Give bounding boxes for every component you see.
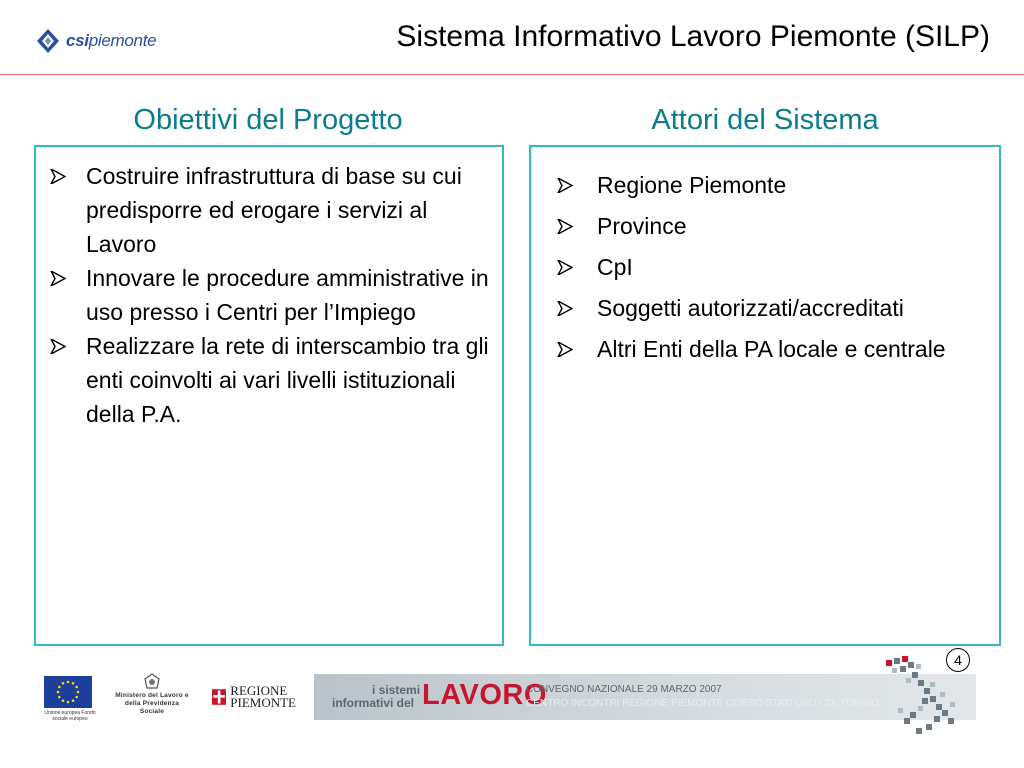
attori-box (529, 145, 1001, 646)
list-item (557, 206, 997, 247)
banner-pre-line2: informativi del (332, 696, 415, 710)
csi-diamond-logo-icon (36, 28, 60, 54)
list-item (50, 159, 500, 261)
list-item (557, 288, 997, 329)
header-divider (0, 74, 1024, 75)
regione-line1: REGIONE (230, 683, 288, 698)
banner-pre-line1: i sistemi (372, 683, 421, 697)
logo-text-rest: piemonte (88, 31, 157, 50)
list-item-text: Innovare le procedure amministrative in uso presso i Centri per l’Impiego (86, 265, 489, 325)
list-item-text: Costruire infrastruttura di base su cui predisporre ed erogare i servizi al Lavoro (86, 163, 462, 257)
arrowhead-bullet-icon (557, 342, 573, 357)
csi-piemonte-logo (36, 26, 176, 56)
banner-venue-line: CENTRO INCONTRI REGIONE PIEMONTE CORSO STATI UNITI 23, TORINO (526, 698, 880, 709)
banner-main-title: LAVORO (422, 679, 547, 711)
banner-pre-text (332, 684, 420, 710)
arrowhead-bullet-icon (50, 271, 66, 286)
list-item-text: Altri Enti della PA locale e centrale (597, 336, 946, 362)
list-item (557, 247, 997, 288)
ministry-text: Ministero del Lavoro e della Previdenza Sociale (115, 692, 189, 715)
obiettivi-box (34, 145, 504, 646)
eu-caption: Unione europea Fondo sociale europeo (44, 710, 96, 722)
list-item (50, 261, 500, 329)
list-item-text: Soggetti autorizzati/accreditati (597, 295, 904, 321)
italy-pixel-map-icon (882, 652, 962, 736)
list-item-text: Realizzare la rete di interscambio tra gli enti coinvolti ai vari livelli istituzionali della P.A. (86, 333, 489, 427)
arrowhead-bullet-icon (557, 260, 573, 275)
list-item-text: Regione Piemonte (597, 172, 787, 198)
obiettivi-list (50, 159, 500, 431)
heading-obiettivi: Obiettivi del Progetto (133, 104, 403, 136)
regione-piemonte-logo (212, 683, 296, 711)
list-item (50, 329, 500, 431)
list-item-text: Province (597, 213, 687, 239)
list-item-text: CpI (597, 254, 633, 280)
regione-text (230, 685, 296, 709)
logo-text (66, 31, 156, 51)
page-number: 4 (946, 648, 970, 672)
heading-attori: Attori del Sistema (651, 104, 879, 136)
regione-line2: PIEMONTE (230, 695, 296, 710)
ministry-logo (112, 672, 192, 716)
regione-shield-icon (212, 685, 226, 709)
list-item (557, 329, 997, 370)
eu-flag-logo (44, 676, 92, 708)
banner-event-line: CONVEGNO NAZIONALE 29 MARZO 2007 (526, 684, 722, 695)
slide-title: Sistema Informativo Lavoro Piemonte (SILP) (396, 20, 990, 53)
logo-text-bold: csi (66, 31, 89, 50)
arrowhead-bullet-icon (50, 339, 66, 354)
arrowhead-bullet-icon (557, 219, 573, 234)
convegno-banner (314, 674, 976, 720)
arrowhead-bullet-icon (557, 301, 573, 316)
eu-stars-icon (44, 676, 92, 708)
attori-list (557, 165, 997, 370)
list-item (557, 165, 997, 206)
emblem-icon (112, 672, 192, 692)
arrowhead-bullet-icon (557, 178, 573, 193)
arrowhead-bullet-icon (50, 169, 66, 184)
